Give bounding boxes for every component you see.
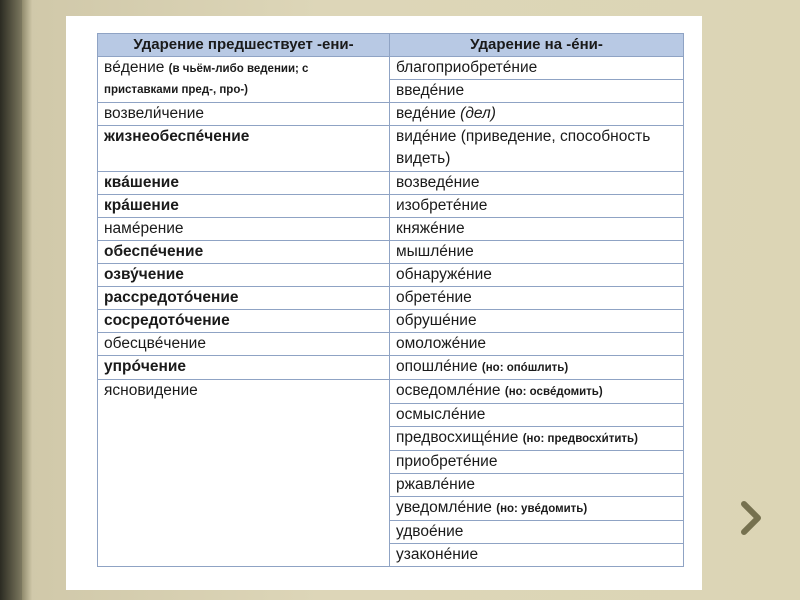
right-cell xyxy=(390,427,684,451)
right-cell: мышлéние xyxy=(390,241,684,264)
right-word: опошлéние xyxy=(396,358,478,375)
left-cell: крáшение xyxy=(98,195,390,218)
right-cell: изобретéние xyxy=(390,195,684,218)
right-note: (но: увéдомить) xyxy=(496,503,588,515)
table-row xyxy=(98,333,684,356)
right-cell: введéние xyxy=(390,80,684,103)
header-col1: Ударение предшествует -ени- xyxy=(98,34,390,57)
right-cell: благоприобретéние xyxy=(390,57,684,80)
right-cell: возведéние xyxy=(390,172,684,195)
left-decorative-stripe xyxy=(0,0,22,600)
right-cell: омоложéние xyxy=(390,333,684,356)
chevron-right-icon[interactable] xyxy=(738,496,764,540)
stress-table xyxy=(97,33,684,567)
right-cell: осмыслéние xyxy=(390,404,684,427)
chevron-right-icon-svg xyxy=(738,496,764,540)
table-row xyxy=(98,264,684,287)
table-row xyxy=(98,241,684,264)
table-row xyxy=(98,126,684,172)
right-word: ведéние xyxy=(396,105,456,122)
right-note: (но: предвосхи́тить) xyxy=(522,433,638,445)
right-cell xyxy=(390,497,684,521)
left-word: вéдение xyxy=(104,59,165,76)
right-cell: обретéние xyxy=(390,287,684,310)
right-cell: удвоéние xyxy=(390,521,684,544)
left-cell: упрóчение xyxy=(98,356,390,380)
right-cell: ржавлéние xyxy=(390,474,684,497)
right-extra: (дел) xyxy=(460,105,496,122)
table-row xyxy=(98,356,684,380)
right-cell: обнаружéние xyxy=(390,264,684,287)
right-cell: княжéние xyxy=(390,218,684,241)
right-note: (но: освéдомить) xyxy=(504,386,603,398)
left-cell: возвели́чение xyxy=(98,103,390,126)
right-cell: узаконéние xyxy=(390,544,684,567)
table-header-row xyxy=(98,34,684,57)
left-cell: сосредотóчение xyxy=(98,310,390,333)
right-cell: видéние (приведение, способность видеть) xyxy=(390,126,684,172)
right-cell xyxy=(390,380,684,404)
left-cell: обесцвéчение xyxy=(98,333,390,356)
table-row xyxy=(98,57,684,80)
right-word: уведомлéние xyxy=(396,499,492,516)
left-cell: рассредотóчение xyxy=(98,287,390,310)
header-col2: Ударение на -éни- xyxy=(390,34,684,57)
table-row xyxy=(98,310,684,333)
table-row xyxy=(98,287,684,310)
table-row xyxy=(98,380,684,404)
table-row xyxy=(98,195,684,218)
right-cell xyxy=(390,103,684,126)
left-decorative-stripe-fade xyxy=(22,0,32,600)
left-cell: обеспéчение xyxy=(98,241,390,264)
left-cell: намéрение xyxy=(98,218,390,241)
right-word: осведомлéние xyxy=(396,382,501,399)
table-row xyxy=(98,172,684,195)
left-cell: озву́чение xyxy=(98,264,390,287)
left-cell-yasnovidenie: ясновидение xyxy=(98,380,390,567)
right-cell: приобретéние xyxy=(390,451,684,474)
right-cell xyxy=(390,356,684,380)
left-note: (в чьём-либо ведении; с приставками пред-, про-) xyxy=(104,63,309,96)
right-cell: обрушéние xyxy=(390,310,684,333)
left-cell: квáшение xyxy=(98,172,390,195)
right-word: предвосхищéние xyxy=(396,429,519,446)
right-note: (но: опóшлить) xyxy=(481,362,569,374)
table-row xyxy=(98,218,684,241)
table-row xyxy=(98,103,684,126)
left-cell: жизнеобеспéчение xyxy=(98,126,390,172)
left-cell-vedenie xyxy=(98,57,390,103)
